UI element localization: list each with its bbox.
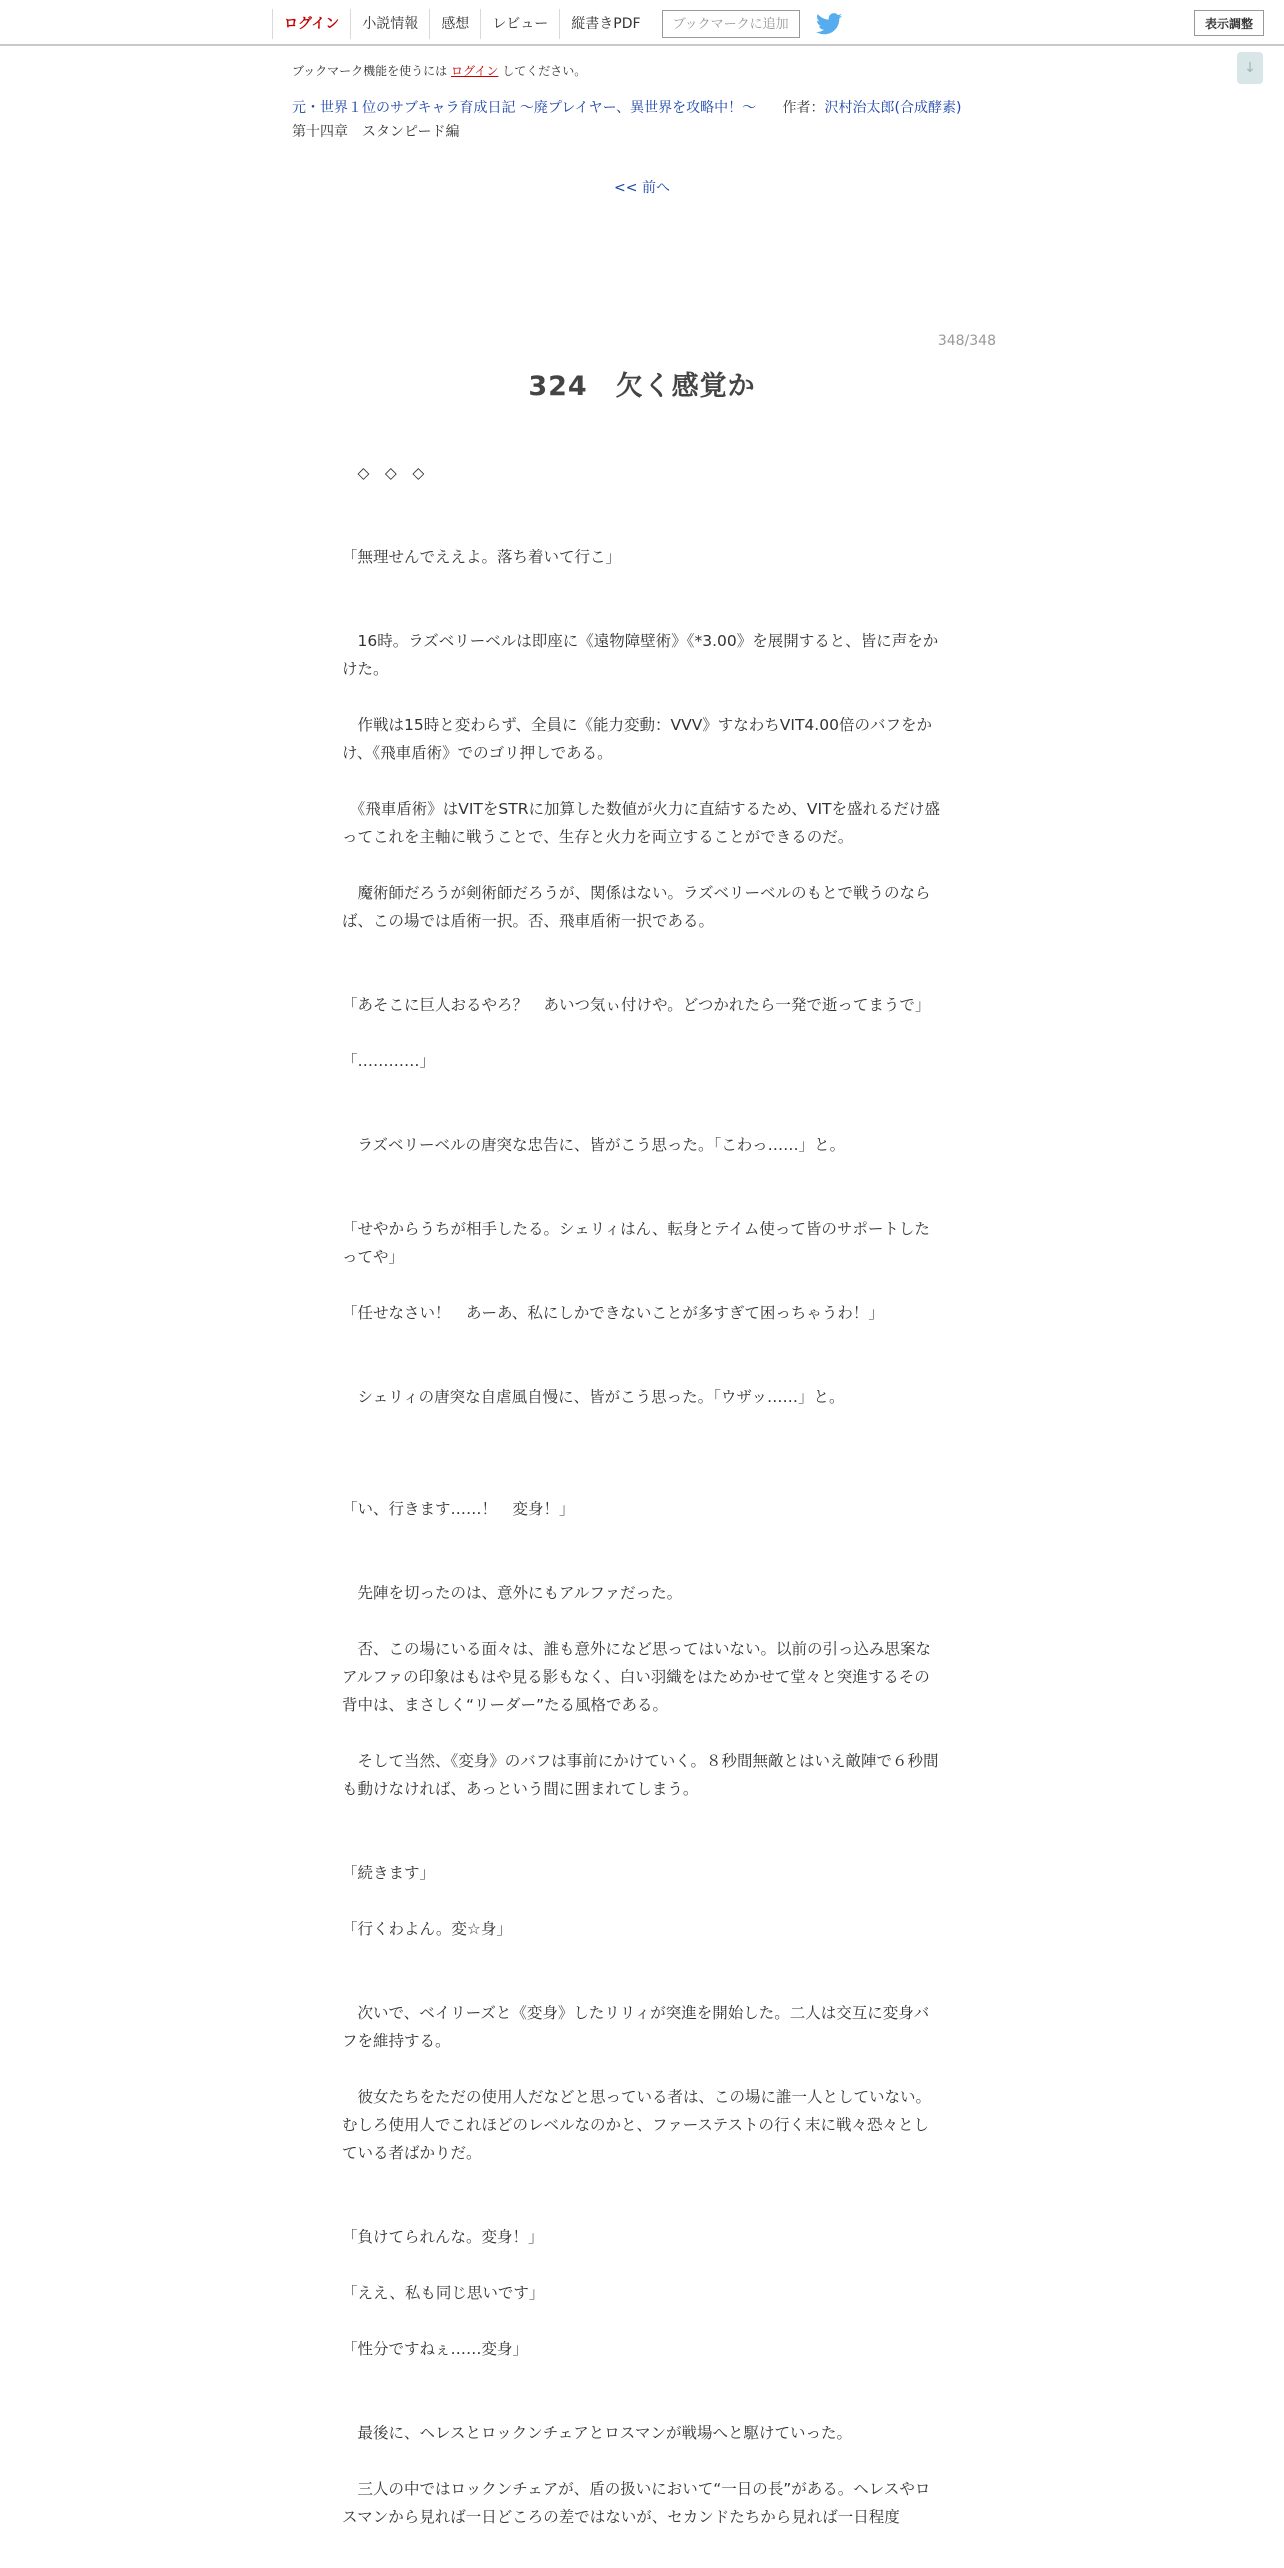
scroll-down-icon[interactable]: ↓ (1237, 52, 1263, 84)
body-paragraph (342, 1159, 942, 1187)
body-paragraph (342, 683, 942, 711)
body-paragraph (342, 2363, 942, 2391)
body-paragraph: シェリィの唐突な自虐風自慢に、皆がこう思った。「ウザッ……」と。 (342, 1388, 845, 1406)
chapter-title: 第十四章 スタンピード編 (292, 124, 460, 140)
body-paragraph (342, 599, 942, 627)
body-paragraph: 16時。ラズベリーベルは即座に《遠物障壁術》《*3.00》を展開すると、皆に声をかけた。 (342, 632, 939, 678)
body-paragraph (342, 1467, 942, 1495)
author-label: 作者： (782, 100, 825, 116)
body-paragraph (342, 487, 942, 515)
body-paragraph: 三人の中ではロックンチェアが、盾の扱いにおいて“一日の長”がある。ヘレスやロスマンから見れば一日どころの差ではないが、セカンドたちから見れば一日程度 (342, 2480, 931, 2526)
page-counter: 348/348 (937, 333, 996, 349)
nav-login[interactable]: ログイン (272, 9, 350, 39)
nav-novel-info[interactable]: 小説情報 (350, 9, 429, 39)
body-paragraph: ラズベリーベルの唐突な忠告に、皆がこう思った。「こわっ……」と。 (342, 1136, 846, 1154)
body-paragraph (342, 1719, 942, 1747)
body-paragraph: 「負けてられんな。変身！」 (342, 2228, 544, 2246)
body-paragraph: 「…………」 (342, 1052, 436, 1070)
notice-text-after: してください。 (498, 64, 587, 78)
body-paragraph: 《飛車盾術》はVITをSTRに加算した数値が火力に直結するため、VITを盛れるだけ盛ってこれを主軸に戦うことで、生存と火力を両立することができるのだ。 (342, 800, 940, 846)
episode-title: 324 欠く感覚か (528, 371, 756, 402)
main-nav (272, 9, 842, 39)
add-bookmark-button[interactable]: ブックマークに追加 (662, 10, 800, 38)
prev-episode-link[interactable]: << 前へ (614, 180, 670, 196)
body-paragraph (342, 1103, 942, 1131)
body-paragraph (342, 963, 942, 991)
body-paragraph (342, 767, 942, 795)
nav-vertical-pdf[interactable]: 縦書きPDF (559, 9, 651, 39)
twitter-icon[interactable] (816, 13, 842, 35)
body-paragraph (342, 2447, 942, 2475)
body-paragraph: 否、この場にいる面々は、誰も意外になど思ってはいない。以前の引っ込み思案なアルファの印象はもはや見る影もなく、白い羽織をはためかせて堂々と突進するその背中は、まさしく“リーダー”たる風格である。 (342, 1640, 932, 1714)
body-paragraph (342, 2055, 942, 2083)
body-paragraph: そして当然、《変身》のバフは事前にかけていく。８秒間無敵とはいえ敵陣で６秒間も動けなければ、あっという間に囲まれてしまう。 (342, 1752, 939, 1798)
nav-reviews[interactable]: レビュー (480, 9, 559, 39)
series-info (292, 97, 961, 117)
body-paragraph (342, 1411, 942, 1439)
bookmark-login-notice (292, 62, 586, 79)
nav-impressions[interactable]: 感想 (429, 9, 480, 39)
novel-body (342, 459, 942, 2531)
body-paragraph (342, 2167, 942, 2195)
series-title-link[interactable]: 元・世界１位のサブキャラ育成日記 ～廃プレイヤー、異世界を攻略中！～ (292, 100, 757, 116)
body-paragraph (342, 1019, 942, 1047)
body-paragraph: 「続きます」 (342, 1864, 436, 1882)
body-paragraph (342, 1607, 942, 1635)
body-paragraph (342, 1831, 942, 1859)
body-paragraph: 「無理せんでええよ。落ち着いて行こ」 (342, 548, 622, 566)
body-paragraph: 作戦は15時と変わらず、全員に《能力変動：VVV》すなわちVIT4.00倍のバフをかけ、《飛車盾術》でのゴリ押しである。 (342, 716, 932, 762)
body-paragraph: 彼女たちをただの使用人だなどと思っている者は、この場に誰一人としていない。むしろ使用人でこれほどのレベルなのかと、ファーステストの行く末に戦々恐々としている者ばかりだ。 (342, 2088, 932, 2162)
author-link[interactable]: 沢村治太郎(合成酵素) (824, 100, 962, 116)
body-paragraph: 魔術師だろうが剣術師だろうが、関係はない。ラズベリーベルのもとで戦うのならば、この場では盾術一択。否、飛車盾術一択である。 (342, 884, 931, 930)
body-paragraph (342, 1523, 942, 1551)
body-paragraph (342, 1271, 942, 1299)
body-paragraph (342, 1075, 942, 1103)
body-paragraph: 「せやからうちが相手したる。シェリィはん、転身とテイム使って皆のサポートしたってや」 (342, 1220, 930, 1266)
body-paragraph (342, 2195, 942, 2223)
body-paragraph (342, 1971, 942, 1999)
body-paragraph (342, 1551, 942, 1579)
body-paragraph (342, 1355, 942, 1383)
body-paragraph (342, 1943, 942, 1971)
body-paragraph (342, 515, 942, 543)
body-paragraph: 「性分ですねぇ……変身」 (342, 2340, 529, 2358)
body-paragraph: 「任せなさい！ あーあ、私にしかできないことが多すぎて困っちゃうわ！」 (342, 1304, 884, 1322)
top-navbar (0, 0, 1284, 46)
body-paragraph (342, 1439, 942, 1467)
body-paragraph (342, 2251, 942, 2279)
body-paragraph (342, 1187, 942, 1215)
display-settings-button[interactable]: 表示調整 (1194, 10, 1264, 36)
body-paragraph: 先陣を切ったのは、意外にもアルファだった。 (342, 1584, 683, 1602)
body-paragraph: 「あそこに巨人おるやろ？ あいつ気ぃ付けや。どつかれたら一発で逝ってまうで」 (342, 996, 931, 1014)
body-paragraph (342, 935, 942, 963)
body-paragraph: 「行くわよん。変☆身」 (342, 1920, 512, 1938)
body-paragraph (342, 1803, 942, 1831)
body-paragraph: 次いで、ベイリーズと《変身》したリリィが突進を開始した。二人は交互に変身バフを維持する。 (342, 2004, 930, 2050)
body-paragraph (342, 1327, 942, 1355)
body-paragraph: 「い、行きます……！ 変身！」 (342, 1500, 575, 1518)
body-paragraph (342, 571, 942, 599)
notice-login-link[interactable]: ログイン (450, 64, 499, 78)
body-paragraph (342, 2307, 942, 2335)
body-paragraph: 「ええ、私も同じ思いです」 (342, 2284, 545, 2302)
body-paragraph: ◇ ◇ ◇ (342, 464, 425, 482)
body-paragraph: 最後に、ヘレスとロックンチェアとロスマンが戦場へと駆けていった。 (342, 2424, 852, 2442)
body-paragraph (342, 1887, 942, 1915)
notice-text-before: ブックマーク機能を使うには (292, 64, 451, 78)
body-paragraph (342, 851, 942, 879)
body-paragraph (342, 2391, 942, 2419)
